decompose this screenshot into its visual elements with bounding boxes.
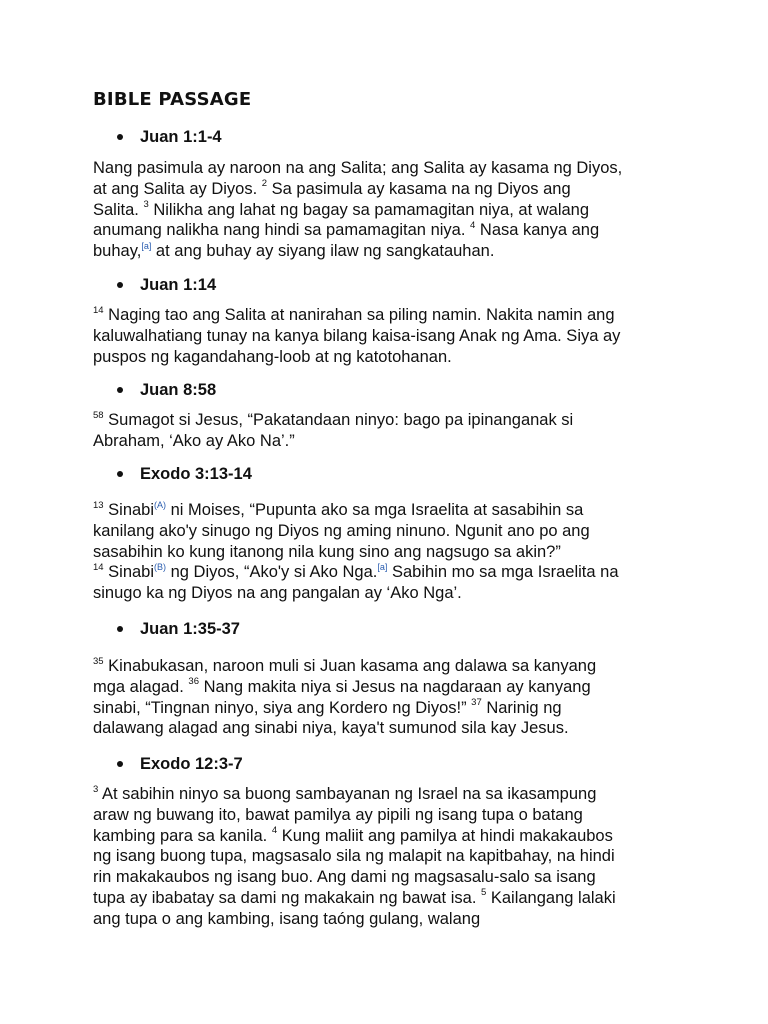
- passage-text: [93, 158, 683, 262]
- reference-label: Juan 1:14: [140, 276, 217, 294]
- footnote-link[interactable]: (B): [154, 561, 167, 572]
- text-line: at ang Salita ay Diyos. $^2$ Sa pasimula ay kasama na ng Diyos ang: [93, 178, 571, 198]
- passage-reference: [117, 619, 240, 639]
- page-title: BIBLE PASSAGE: [93, 89, 252, 110]
- bullet-icon: [117, 282, 123, 288]
- reference-label: Exodo 3:13-14: [140, 465, 252, 483]
- text-line: tupa ay ibabatay sa dami ng makakain ng bawat isa. $^5$ Kailangang lalaki: [93, 887, 616, 907]
- passage-text: [93, 500, 683, 604]
- text-line: $^{13}$ Sinabi$^{(A)}$ ni Moises, “Pupunta ako sa mga Israelita at sasabihin sa: [93, 499, 584, 519]
- reference-label: Juan 1:35-37: [140, 620, 240, 638]
- text-line: ang tupa o ang kambing, isang taóng gulang, walang: [93, 909, 481, 928]
- bullet-icon: [117, 626, 123, 632]
- text-line: sinugo ka ng Diyos na ang pangalan ay ‘Ako Nga’.: [93, 584, 462, 603]
- text-line: rin makakaubos ng isang buo. Ang dami ng magsasalu-salo sa isang: [93, 868, 596, 887]
- passage-reference: [117, 464, 252, 484]
- verse-number: 4: [470, 219, 476, 231]
- text-line: $^{35}$ Kinabukasan, naroon muli si Juan kasama ang dalawa sa kanyang: [93, 655, 597, 675]
- text-line: kanilang ako'y sinugo ng Diyos ng aming ninuno. Ngunit ano po ang: [93, 521, 590, 540]
- bullet-icon: [117, 471, 123, 477]
- passage-reference: [117, 127, 222, 147]
- reference-label: Juan 8:58: [140, 381, 217, 399]
- passage-text: [93, 784, 683, 930]
- text-line: dalawang alagad ang sinabi niya, kaya't sumunod sila kay Jesus.: [93, 719, 569, 738]
- bullet-icon: [117, 387, 123, 393]
- text-line: $^{14}$ Sinabi$^{(B)}$ ng Diyos, “Ako'y si Ako Nga.[a] Sabihin mo sa mga Israelita na: [93, 561, 619, 582]
- text-line: puspos ng kagandahang-loob at ng katotohanan.: [93, 347, 452, 366]
- footnote-link[interactable]: [a]: [377, 561, 388, 572]
- passage-text: [93, 410, 683, 452]
- passage-reference: [117, 275, 216, 295]
- footnote-link[interactable]: (A): [154, 499, 167, 510]
- text-line: kambing para sa kanila. $^4$ Kung maliit ang pamilya at hindi makakaubos: [93, 825, 613, 845]
- verse-number: 14: [93, 561, 104, 573]
- passage-text: [93, 305, 683, 367]
- text-line: $^{58}$ Sumagot si Jesus, “Pakatandaan ninyo: bago pa ipinanganak si: [93, 409, 574, 429]
- reference-label: Exodo 12:3-7: [140, 755, 243, 773]
- text-line: sinabi, “Tingnan ninyo, siya ang Kordero ng Diyos!” $^{37}$ Narinig ng: [93, 697, 562, 717]
- verse-number: 3: [93, 783, 99, 795]
- text-line: araw ng buwang ito, bawat pamilya ay pipili ng isang tupa o batang: [93, 805, 583, 824]
- text-line: $^{14}$ Naging tao ang Salita at nanirahan sa piling namin. Nakita namin ang: [93, 304, 615, 324]
- verse-number: 37: [471, 697, 482, 709]
- text-line: $^3$ At sabihin ninyo sa buong sambayanan ng Israel na sa ikasampung: [93, 783, 597, 803]
- bullet-icon: [117, 761, 123, 767]
- text-line: Nang pasimula ay naroon na ang Salita; ang Salita ay kasama ng Diyos,: [93, 159, 623, 177]
- text-line: Abraham, ‘Ako ay Ako Na’.”: [93, 431, 295, 450]
- text-line: ng isang buong tupa, magsasalo sila ng malapit na kapitbahay, na hindi: [93, 847, 615, 866]
- verse-number: 35: [93, 655, 104, 667]
- verse-number: 58: [93, 409, 104, 421]
- passage-reference: [117, 754, 243, 774]
- verse-number: 5: [480, 887, 487, 899]
- verse-number: 4: [271, 825, 278, 837]
- text-line: mga alagad. $^{36}$ Nang makita niya si Jesus na nagdaraan ay kanyang: [93, 676, 591, 696]
- bullet-icon: [117, 134, 123, 140]
- passage-reference: [117, 380, 216, 400]
- passage-text: [93, 656, 683, 739]
- text-line: sasabihin ko kung itanong nila kung sino ang nagsugo sa akin?”: [93, 542, 561, 561]
- footnote-link[interactable]: [a]: [141, 240, 152, 251]
- verse-number: 3: [143, 199, 149, 211]
- verse-number: 14: [93, 304, 104, 316]
- reference-label: Juan 1:1-4: [140, 128, 222, 146]
- verse-number: 2: [261, 178, 268, 190]
- verse-number: 13: [93, 499, 104, 511]
- text-line: anumang nalikha nang hindi sa pamamagitan niya. $^4$ Nasa kanya ang: [93, 219, 600, 240]
- text-line: kaluwalhatiang tunay na kanya bilang kaisa-isang Anak ng Ama. Siya ay: [93, 326, 621, 345]
- text-line: buhay,[a] at ang buhay ay siyang ilaw ng sangkatauhan.: [93, 240, 495, 261]
- text-line: Salita. $^3$ Nilikha ang lahat ng bagay sa pamamagitan niya, at walang: [93, 199, 590, 219]
- verse-number: 36: [188, 676, 199, 688]
